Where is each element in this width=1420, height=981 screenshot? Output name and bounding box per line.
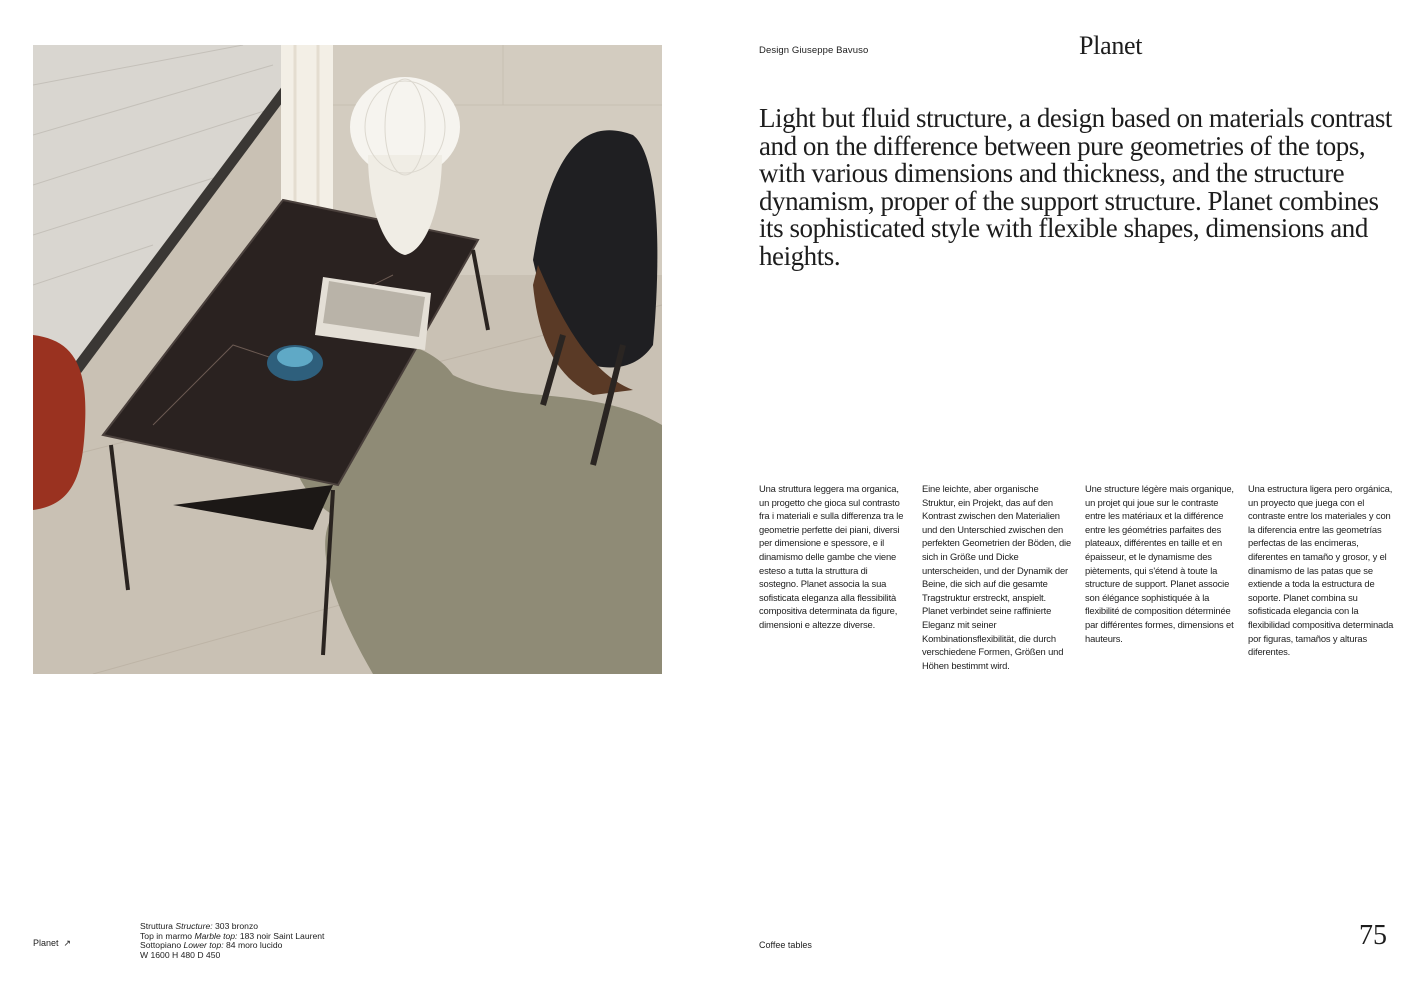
product-link-label: Planet — [33, 938, 59, 948]
spec-marble-top: Top in marmo Marble top: 183 noir Saint Laurent — [140, 930, 325, 941]
product-title: Planet — [1079, 31, 1143, 60]
product-photo — [33, 45, 662, 674]
product-link[interactable] — [33, 938, 71, 949]
spec-structure: Struttura Structure: 303 bronzo — [140, 921, 259, 931]
page-number: 75 — [1359, 920, 1387, 951]
product-photo-illustration — [33, 45, 662, 674]
description-german: Eine leichte, aber organische Struktur, ein Projekt, das auf den Kontrast zwischen den Materialien und den Unterschied zwischen den perfekten Geometrien der Böden, die sich in Größe und Dicke unterscheiden, und der Dynamik der Beine, die sich auf die gesamte Tragstruktur erstreckt, anspielt. Planet verbindet seine raffinierte Eleganz mit seiner Kombinationsflexibilität, die durch verschiedene Formen, Größen und Höhen bestimmt wird. — [922, 483, 1072, 671]
arrow-up-right-icon: ↗ — [63, 938, 72, 948]
designer-credit: Design Giuseppe Bavuso — [759, 45, 869, 56]
lead-paragraph: Light but fluid structure, a design based on materials contrast and on the difference between pure geometries of the tops, with various dimensions and thickness, and the structure dynamism, proper of the support structure. Planet combines its sophisticated style with flexible shapes, dimensions and heights. — [759, 103, 1392, 271]
spec-dimensions: W 1600 H 480 D 450 — [140, 949, 221, 960]
description-italian: Una struttura leggera ma organica, un progetto che gioca sul contrasto fra i materiali e sulla differenza tra le geometrie perfette dei piani, diversi per dimensione e spessore, e il dinamismo delle gambe che viene esteso a tutta la struttura di sostegno. Planet associa la sua sofisticata eleganza alla flessibilità compositiva determinata da figure, dimensioni e altezze diverse. — [759, 483, 904, 630]
description-spanish: Una estructura ligera pero orgánica, un proyecto que juega con el contraste entre los materiales y con la diferencia entre las geometrías perfectas de las encimeras, diferentes en tamaño y grosor, y el dinamismo de las patas que se extiende a toda la estructura de soporte. Planet combina su sofisticada elegancia con la flexibilidad compositiva determinada por figuras, tamaños y alturas diferentes. — [1248, 483, 1394, 658]
description-french: Une structure légère mais organique, un projet qui joue sur le contraste entre les matériaux et la différence entre les géométries parfaites des plateaux, différentes en taille et en épaisseur, et le dynamisme des piètements, qui s'étend à toute la structure de support. Planet associe son élégance sophistiquée à la flexibilité de composition déterminée par différentes formes, dimensions et hauteurs. — [1085, 483, 1234, 644]
description-columns — [759, 482, 1399, 672]
spec-lower-top: Sottopiano Lower top: 84 moro lucido — [140, 940, 283, 951]
spec-list — [140, 922, 324, 960]
category-label: Coffee tables — [759, 940, 812, 950]
